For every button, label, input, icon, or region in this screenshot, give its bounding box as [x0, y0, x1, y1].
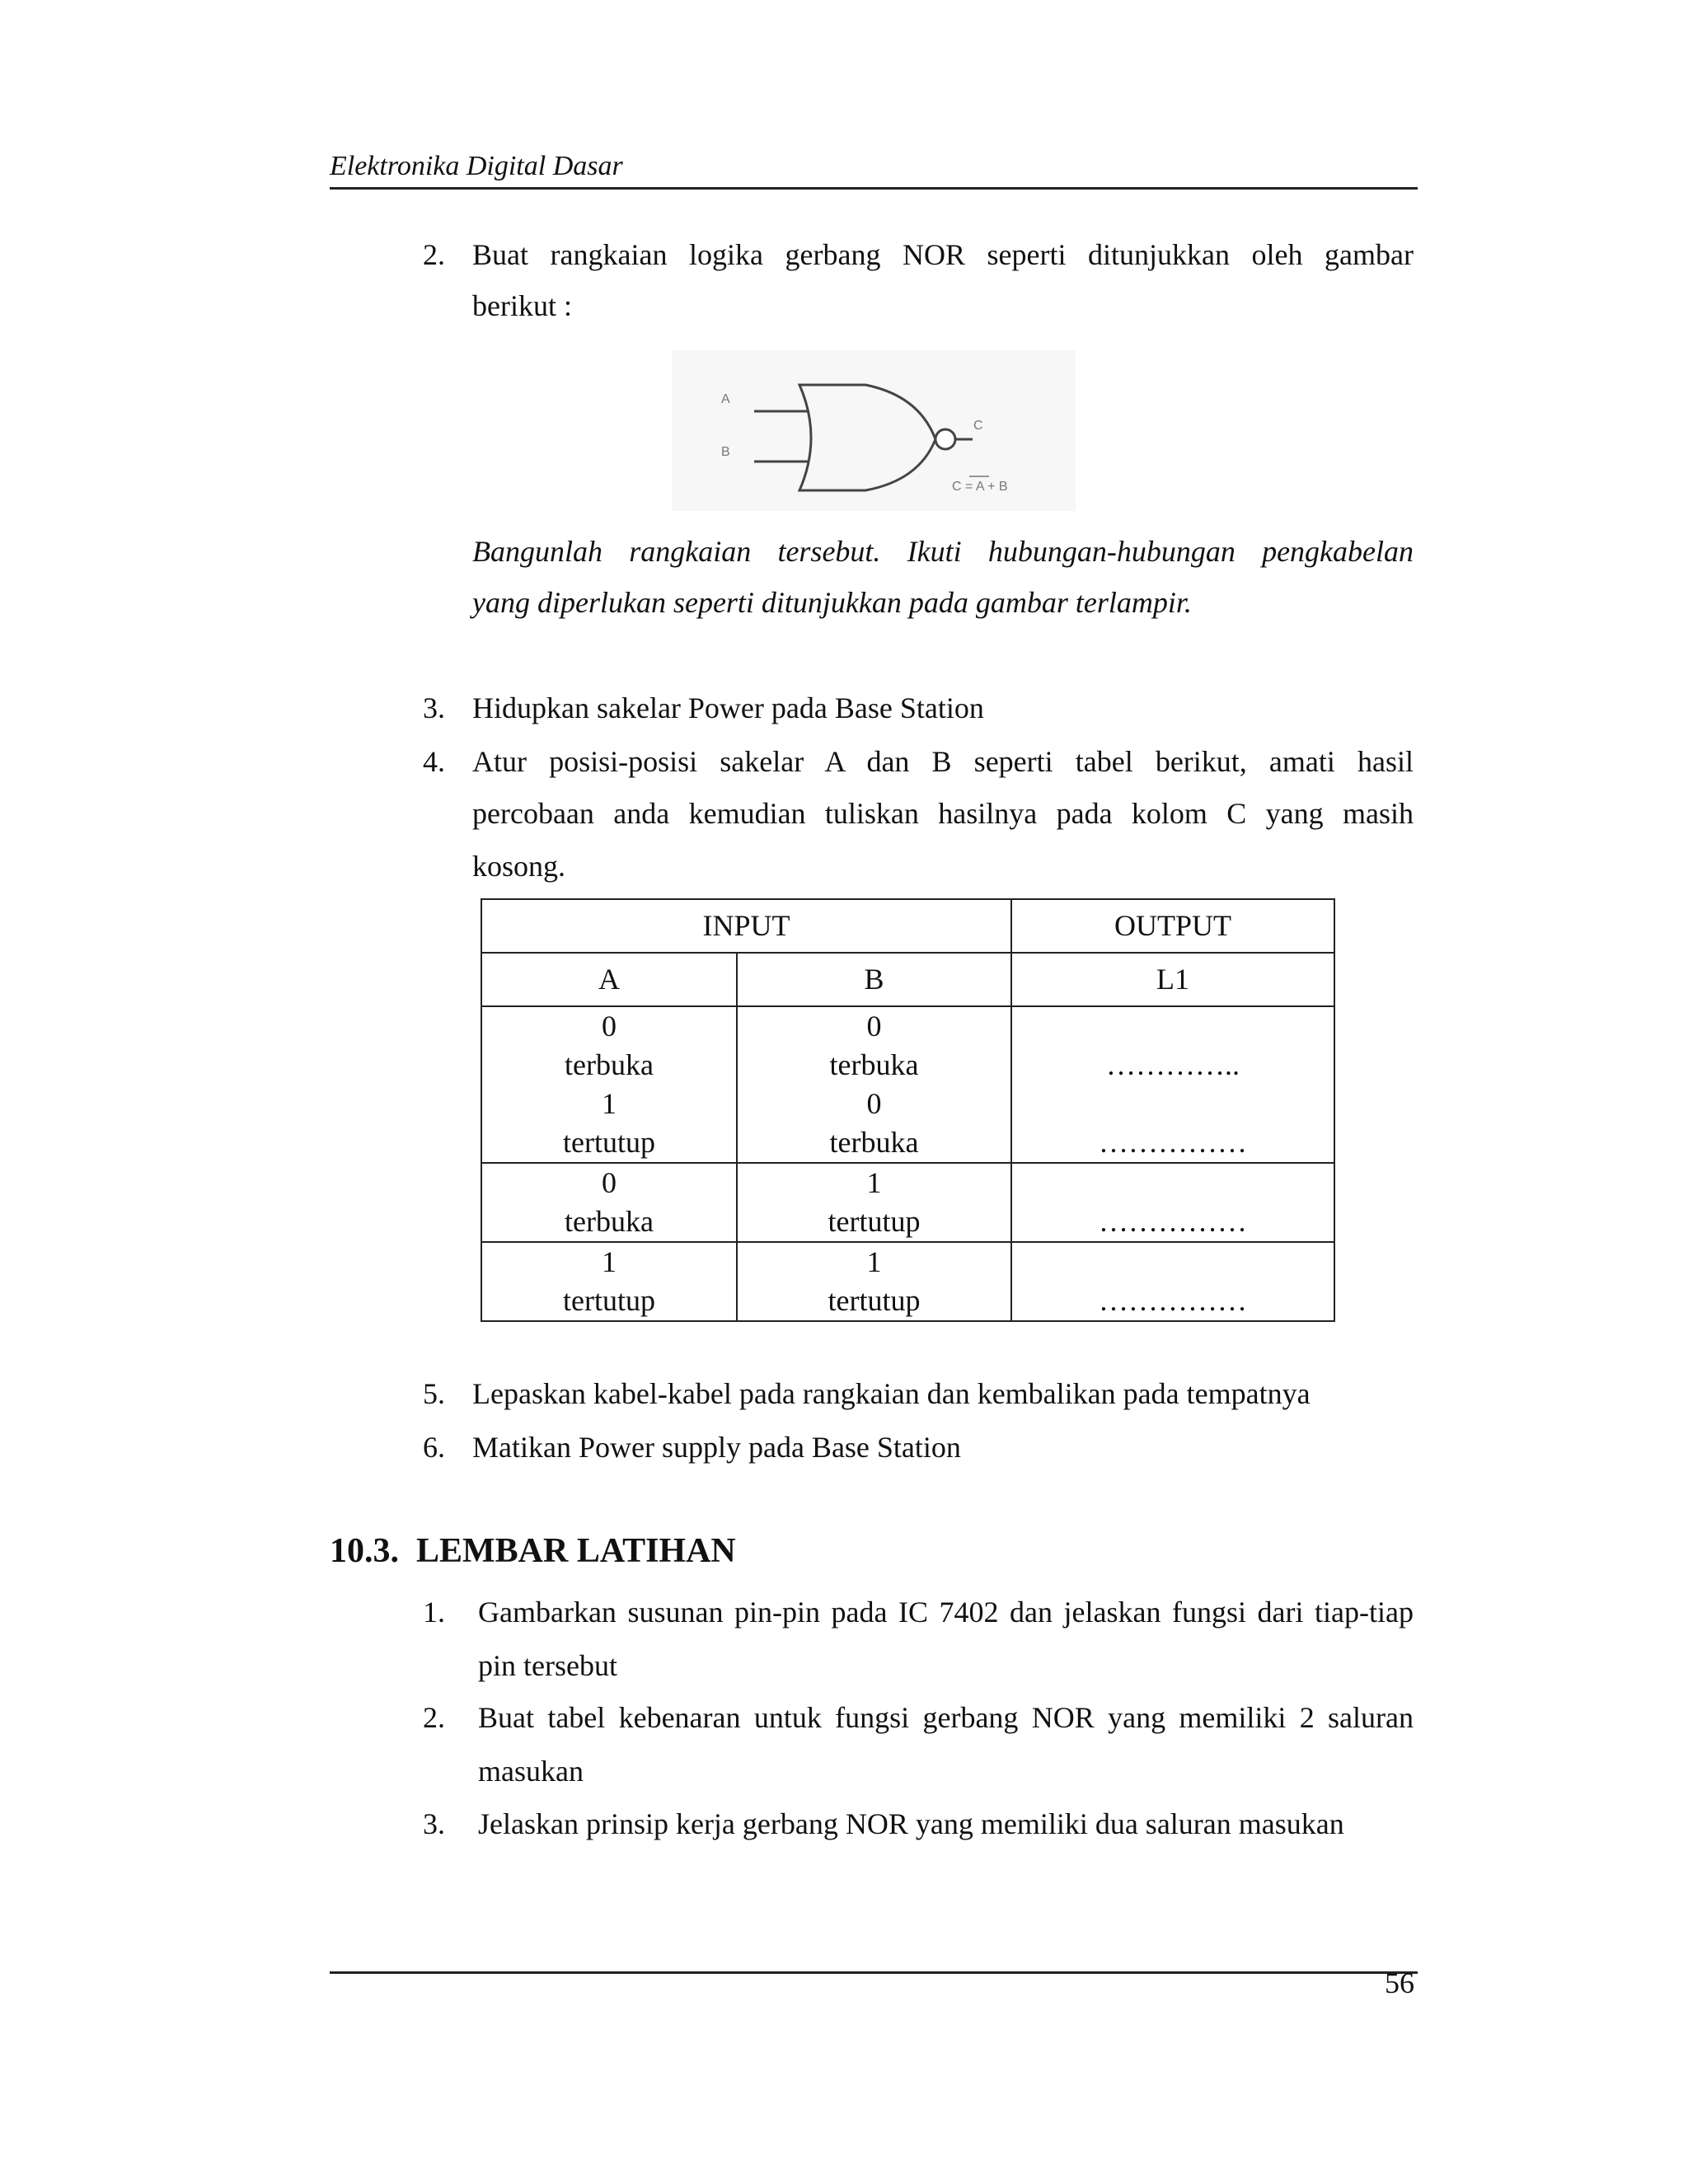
output-label: C — [973, 419, 983, 433]
step-5-text: Lepaskan kabel-kabel pada rangkaian dan kembalikan pada tempatnya — [472, 1377, 1311, 1410]
row-1-cell-output — [1011, 1006, 1334, 1163]
step-6-number: 6. — [423, 1431, 445, 1464]
step-2-line-1: Buat rangkaian logika gerbang NOR seperti ditunjukkan oleh gambar — [472, 238, 1414, 271]
answer-blank: …………… — [1099, 1205, 1247, 1238]
input-header: INPUT — [481, 899, 1011, 953]
exercise-3-number: 3. — [423, 1807, 445, 1840]
exercise-2-line-2: masukan — [478, 1755, 584, 1788]
row-1-cell-a: 0 terbuka 1 tertutup — [481, 1006, 737, 1163]
exercise-1-line-1: Gambarkan susunan pin-pin pada IC 7402 dan jelaskan fungsi dari tiap-tiap — [478, 1596, 1414, 1629]
row-2-cell-output — [1011, 1163, 1334, 1242]
step-2-line-2: berikut : — [472, 289, 572, 322]
step-2-number: 2. — [423, 238, 445, 271]
step-4-number: 4. — [423, 745, 445, 778]
table-row — [481, 1163, 1334, 1242]
instruction-note-line-2: yang diperlukan seperti ditunjukkan pada gambar terlampir. — [472, 586, 1192, 619]
nor-gate-body — [799, 385, 935, 490]
row-3-cell-a: 1 tertutup — [481, 1242, 737, 1321]
column-l1-header: L1 — [1011, 953, 1334, 1006]
step-4-line-1: Atur posisi-posisi sakelar A dan B seperti tabel berikut, amati hasil — [472, 745, 1414, 778]
footer-rule — [330, 1971, 1418, 1974]
running-header: Elektronika Digital Dasar — [330, 151, 623, 181]
step-6-text: Matikan Power supply pada Base Station — [472, 1431, 961, 1464]
section-title: 10.3. LEMBAR LATIHAN — [330, 1532, 736, 1570]
row-1-cell-b: 0 terbuka 0 terbuka — [737, 1006, 1011, 1163]
table-row — [481, 1242, 1334, 1321]
step-4-line-3: kosong. — [472, 850, 566, 883]
header-rule — [330, 187, 1418, 190]
column-a-header: A — [481, 953, 737, 1006]
truth-table — [481, 898, 1335, 1322]
step-3-text: Hidupkan sakelar Power pada Base Station — [472, 691, 984, 724]
exercise-3-text: Jelaskan prinsip kerja gerbang NOR yang memiliki dua saluran masukan — [478, 1807, 1344, 1840]
table-row — [481, 1006, 1334, 1163]
answer-blank: ………….. — [1106, 1048, 1240, 1081]
exercise-2-line-1: Buat tabel kebenaran untuk fungsi gerbang NOR yang memiliki 2 saluran — [478, 1701, 1414, 1734]
nor-inversion-bubble — [935, 429, 955, 449]
table-column-header-row — [481, 953, 1334, 1006]
column-b-header: B — [737, 953, 1011, 1006]
answer-blank: …………… — [1099, 1284, 1247, 1317]
exercise-1-number: 1. — [423, 1596, 445, 1629]
exercise-2-number: 2. — [423, 1701, 445, 1734]
output-header: OUTPUT — [1011, 899, 1334, 953]
step-4-line-2: percobaan anda kemudian tuliskan hasilnya pada kolom C yang masih — [472, 797, 1414, 830]
instruction-note-line-1: Bangunlah rangkaian tersebut. Ikuti hubungan-hubungan pengkabelan — [472, 535, 1414, 568]
table-group-header-row — [481, 899, 1334, 953]
nor-gate-figure — [672, 350, 1076, 511]
input-a-label: A — [721, 392, 730, 406]
row-3-cell-output — [1011, 1242, 1334, 1321]
step-3-number: 3. — [423, 691, 445, 724]
page-number: 56 — [1385, 1966, 1414, 1999]
step-5-number: 5. — [423, 1377, 445, 1410]
row-3-cell-b: 1 tertutup — [737, 1242, 1011, 1321]
row-2-cell-a: 0 terbuka — [481, 1163, 737, 1242]
nor-equation: C = A + B — [952, 480, 1008, 494]
answer-blank: …………… — [1099, 1126, 1247, 1159]
input-b-label: B — [721, 445, 730, 459]
row-2-cell-b: 1 tertutup — [737, 1163, 1011, 1242]
exercise-1-line-2: pin tersebut — [478, 1649, 617, 1682]
nor-gate-diagram — [672, 350, 1076, 511]
